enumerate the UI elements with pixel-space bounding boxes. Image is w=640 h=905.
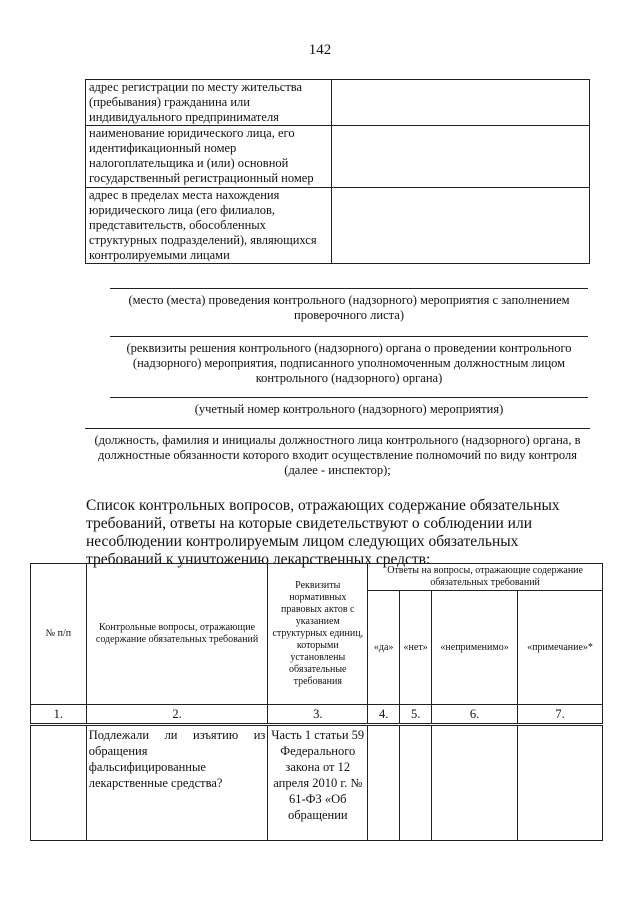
place-caption (110, 288, 588, 323)
column-number: 4. (368, 705, 400, 725)
info-row (86, 80, 590, 126)
table-header-row (31, 564, 603, 591)
info-row-value[interactable] (331, 188, 589, 264)
header-question: Контрольные вопросы, отражающие содержание обязательных требований (86, 564, 268, 705)
row-requisites: Часть 1 статьи 59 Федерального закона от 12 апреля 2010 г. № 61-ФЗ «Об обращении (268, 725, 368, 841)
header-answers-group: Ответы на вопросы, отражающие содержание обязательных требований (368, 564, 603, 591)
answer-not-applicable-cell[interactable] (432, 725, 518, 841)
column-number: 3. (268, 705, 368, 725)
row-number (31, 725, 87, 841)
table-row (31, 725, 603, 841)
page-number: 142 (308, 42, 332, 58)
header-yes: «да» (368, 591, 400, 705)
checklist-table (30, 563, 603, 841)
fill-in-line[interactable] (110, 336, 588, 337)
column-number-row (31, 705, 603, 725)
decision-caption-text: (реквизиты решения контрольного (надзорного) органа о проведении контрольного (надзорного) мероприятия, подписанного уполномоченным должностным лицом контрольного (надзорного) органа) (126, 341, 572, 385)
header-no: № п/п (31, 564, 87, 705)
account-number-caption (110, 397, 588, 417)
header-no-answer: «нет» (400, 591, 432, 705)
fill-in-line[interactable] (85, 428, 590, 429)
contact-info-table (85, 79, 590, 264)
section-heading: Список контрольных вопросов, отражающих содержание обязательных требований, ответы на которые свидетельствуют о соблюдении или несоблюдении контролируемым лицом следующих обязательных требований к уничтожению лекарственных средств: (86, 497, 560, 568)
column-number: 5. (400, 705, 432, 725)
header-not-applicable: «неприменимо» (432, 591, 518, 705)
info-row (86, 126, 590, 188)
info-row-value[interactable] (331, 126, 589, 188)
column-number: 7. (518, 705, 603, 725)
fill-in-line[interactable] (110, 288, 588, 289)
answer-note-cell[interactable] (518, 725, 603, 841)
fill-in-line[interactable] (110, 397, 588, 398)
decision-caption (110, 336, 588, 386)
column-number: 1. (31, 705, 87, 725)
account-number-caption-text: (учетный номер контрольного (надзорного) мероприятия) (194, 402, 504, 416)
row-question: Подлежали ли изъятию из обращения фальсифицированные лекарственные средства? (86, 725, 268, 841)
place-caption-text: (место (места) проведения контрольного (надзорного) мероприятия с заполнением проверочного листа) (128, 293, 570, 322)
column-number: 2. (86, 705, 268, 725)
info-row (86, 188, 590, 264)
official-caption-text: (должность, фамилия и инициалы должностного лица контрольного (надзорного) органа, в должностные обязанности которого входит осуществление полномочий по виду контроля (далее - инспектор); (94, 433, 581, 477)
info-row-label: адрес регистрации по месту жительства (пребывания) гражданина или индивидуального предпринимателя (86, 80, 332, 126)
column-number: 6. (432, 705, 518, 725)
info-row-value[interactable] (331, 80, 589, 126)
answer-no-cell[interactable] (400, 725, 432, 841)
info-row-label: адрес в пределах места нахождения юридического лица (его филиалов, представительств, обособленных структурных подразделений), являющихся контролируемыми лицами (86, 188, 332, 264)
header-requisites: Реквизиты нормативных правовых актов с указанием структурных единиц, которыми установлены обязательные требования (268, 564, 368, 705)
answer-yes-cell[interactable] (368, 725, 400, 841)
info-row-label: наименование юридического лица, его идентификационный номер налогоплательщика и (или) основной государственный регистрационный номер (86, 126, 332, 188)
official-caption (85, 428, 590, 478)
header-note: «примечание»* (518, 591, 603, 705)
